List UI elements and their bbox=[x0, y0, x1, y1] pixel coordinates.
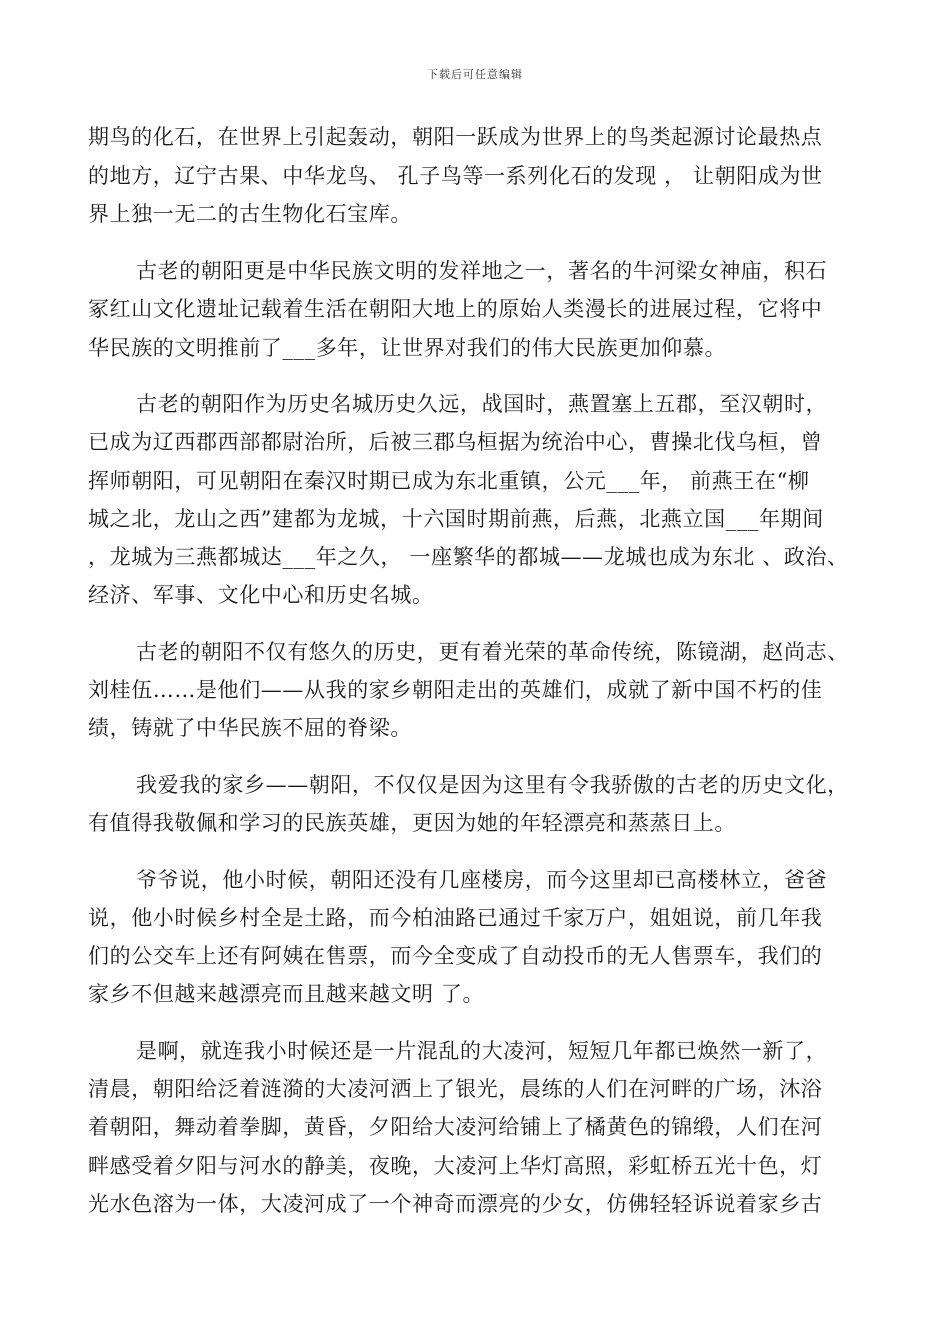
paragraph-line: 是啊，就连我小时候还是一片混乱的大凌河，短短几年都已焕然一新了， bbox=[136, 1039, 828, 1063]
paragraph-line: 绩，铸就了中华民族不屈的脊梁。 bbox=[88, 716, 412, 740]
paragraph-line: 爷爷说，他小时候，朝阳还没有几座楼房，而今这里却已高楼林立，爸爸 bbox=[136, 868, 828, 892]
paragraph-line: 挥师朝阳，可见朝阳在秦汉时期已成为东北重镇，公元___年， 前燕王在“柳 bbox=[88, 469, 810, 493]
paragraph-line: 界上独一无二的古生物化石宝库。 bbox=[88, 202, 412, 226]
paragraph-line: 古老的朝阳作为历史名城历史久远，战国时，燕置塞上五郡，至汉朝时， bbox=[136, 392, 828, 416]
paragraph-line: 期鸟的化石，在世界上引起轰动，朝阳一跃成为世界上的鸟类起源讨论最热点 bbox=[88, 125, 823, 149]
paragraph-line: 的地方，辽宁古果、中华龙鸟、 孔子鸟等一系列化石的发现 ， 让朝阳成为世 bbox=[88, 164, 823, 188]
paragraph-line: 已成为辽西郡西部都尉治所，后被三郡乌桓据为统治中心，曹操北伐乌桓，曾 bbox=[88, 430, 823, 454]
paragraph-line: 有值得我敬佩和学习的民族英雄，更因为她的年轻漂亮和蒸蒸日上。 bbox=[88, 811, 736, 835]
paragraph-line: ，龙城为三燕都城达___年之久， 一座繁华的都城——龙城也成为东北 、政治、 bbox=[88, 545, 849, 569]
page-header: 下载后可任意编辑 bbox=[427, 68, 523, 81]
paragraph-line: 冢红山文化遗址记载着生活在朝阳大地上的原始人类漫长的进展过程，它将中 bbox=[88, 297, 823, 321]
paragraph-line: 经济、军事、文化中心和历史名城。 bbox=[88, 583, 434, 607]
paragraph-line: 说，他小时候乡村全是土路，而今柏油路已通过千家万户，姐姐说，前几年我 bbox=[88, 906, 823, 930]
paragraph-line: 们的公交车上还有阿姨在售票，而今全变成了自动投币的无人售票车，我们的 bbox=[88, 944, 823, 968]
paragraph-line: 刘桂伍……是他们——从我的家乡朝阳走出的英雄们，成就了新中国不朽的佳 bbox=[88, 678, 823, 702]
paragraph-line: 古老的朝阳不仅有悠久的历史，更有着光荣的革命传统，陈镜湖，赵尚志、 bbox=[136, 640, 849, 664]
paragraph-line: 着朝阳，舞动着拳脚，黄昏，夕阳给大凌河给铺上了橘黄色的锦缎，人们在河 bbox=[88, 1115, 823, 1139]
paragraph-line: 家乡不但越来越漂亮而且越来越文明 了。 bbox=[88, 982, 485, 1006]
paragraph-line: 畔感受着夕阳与河水的静美，夜晚，大凌河上华灯高照，彩虹桥五光十色，灯 bbox=[88, 1154, 823, 1178]
paragraph-line: 光水色溶为一体，大凌河成了一个神奇而漂亮的少女，仿佛轻轻诉说着家乡古 bbox=[88, 1192, 823, 1216]
paragraph-line: 华民族的文明推前了___多年，让世界对我们的伟大民族更加仰慕。 bbox=[88, 336, 727, 360]
paragraph-line: 清晨，朝阳给泛着涟漪的大凌河洒上了银光，晨练的人们在河畔的广场，沐浴 bbox=[88, 1077, 823, 1101]
paragraph-line: 我爱我的家乡——朝阳，不仅仅是因为这里有令我骄傲的古老的历史文化， bbox=[136, 773, 849, 797]
paragraph-line: 古老的朝阳更是中华民族文明的发祥地之一，著名的牛河梁女神庙，积石 bbox=[136, 259, 828, 283]
paragraph-line: 城之北，龙山之西”建都为龙城，十六国时期前燕，后燕，北燕立国___年期间 bbox=[88, 507, 824, 531]
